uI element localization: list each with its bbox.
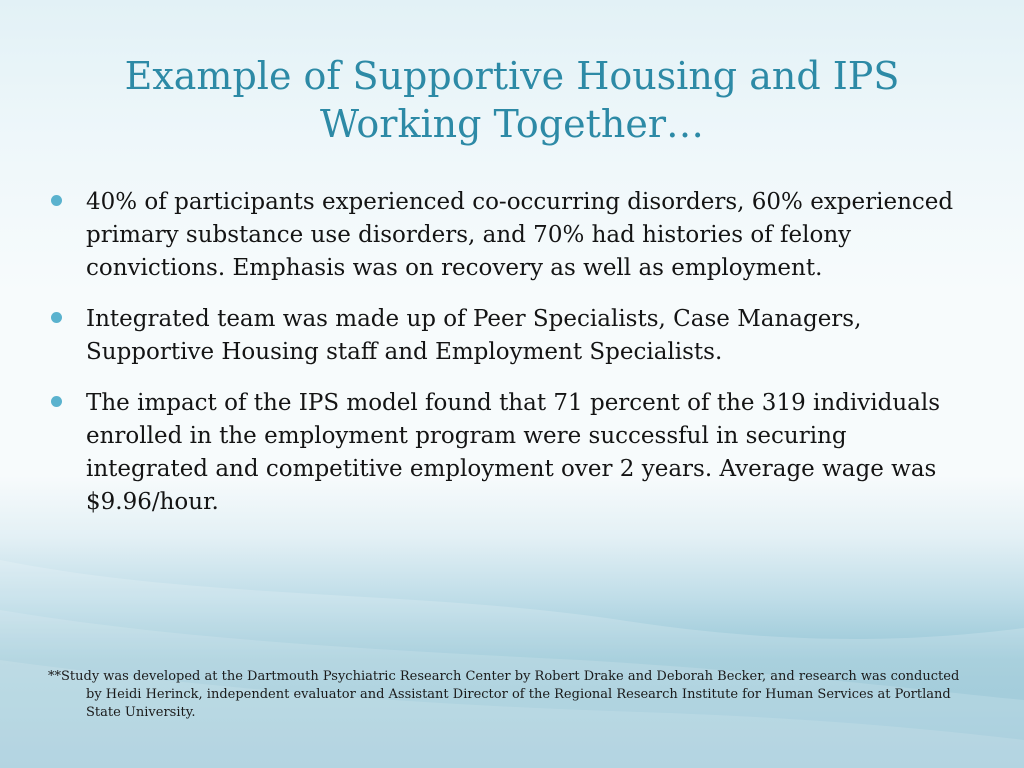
footnote: **Study was developed at the Dartmouth Psychiatric Research Center by Robert Drake and Deborah Becker, and research was conducted by Heidi Herinck, independent evaluator and Assistant Director of the Regional Research Institute for Human Services at Portland State University. — [48, 669, 960, 720]
bullet-item — [48, 186, 968, 285]
bullet-text: 40% of participants experienced co-occurring disorders, 60% experienced primary substance use disorders, and 70% had histories of felony convictions. Emphasis was on recovery as well as employment. — [86, 189, 954, 281]
slide-title: Example of Supportive Housing and IPS Working Together… — [124, 54, 900, 146]
bullet-dot-icon — [51, 312, 62, 323]
bullet-dot-icon — [51, 396, 62, 407]
bullet-item — [48, 387, 968, 519]
bullet-item — [48, 303, 968, 369]
bullet-list — [48, 186, 968, 537]
bullet-text: The impact of the IPS model found that 71 percent of the 319 individuals enrolled in the employment program were successful in securing integrated and competitive employment over 2 years. Average wage was $9.96/hour. — [86, 390, 941, 515]
bullet-text: Integrated team was made up of Peer Specialists, Case Managers, Supportive Housing staff and Employment Specialists. — [86, 306, 862, 365]
bullet-dot-icon — [51, 195, 62, 206]
